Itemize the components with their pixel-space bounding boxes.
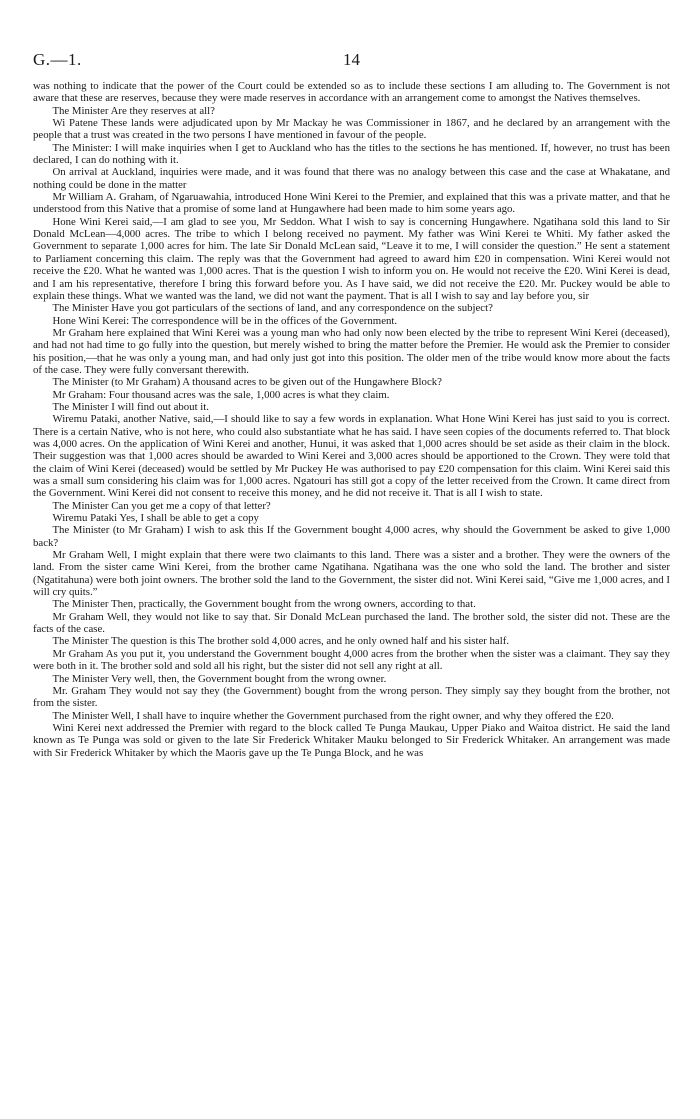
paragraph: Wiremu Pataki, another Native, said,—I should like to say a few words in explanation. What Hone Wini Kerei has just said to you is correct. There is a certain Native, who is not here, who could also substantiate what he has said. I have seen copies of the documents referred to. That block was 4,000 acres. On the application of Wini Kerei and another, Hunui, it was asked that 1,000 acres should be set aside as their claim in the block. Their suggestion was that 1,000 acres should be awarded to Wini Kerei and 3,000 acres should be apportioned to the Crown. They were told that the claim of Wini Kerei (deceased) would be settled by Mr Puckey He was authorised to pay £20 compensation for this claim. Wini Kerei said this was a small sum considering his claim was for 1,000 acres. Ngatouri has still got a copy of the letter received from the Crown. It came direct from the Government. Wini Kerei did not consent to receive this money, and he did not receive it. That is all I wish to state. <box>33 413 670 500</box>
paragraph: Wi Patene These lands were adjudicated upon by Mr Mackay he was Commissioner in 1867, and he declared by an arrangement with the people that a trust was created in the two persons I have mentioned in favour of the people. <box>33 117 670 142</box>
paragraph: Wini Kerei next addressed the Premier with regard to the block called Te Punga Maukau, Upper Piako and Waitoa district. He said the land known as Te Punga was sold or given to the late Sir Frederick Whitaker Mauku belonged to Sir Frederick Whitaker. An arrangement was made with Sir Frederick Whitaker by which the Maoris gave up the Te Punga Block, and he was <box>33 721 670 759</box>
paragraph: Hone Wini Kerei said,—I am glad to see you, Mr Seddon. What I wish to say is concerning Hungawhere. Ngatihana sold this land to Sir Donald McLean—4,000 acres. The tribe to which I belong received no payment. My father was Wini Kerei te Whiti. My father asked the Government to separate 1,000 acres for him. The late Sir Donald McLean said, “Leave it to me, I will consider the question.” He sent a statement to Parliament concerning this claim. The reply was that the Government had agreed to award him £20 in compensation. Wini Kerei would not receive the £20. What he wanted was 1,000 acres. That is the question I wish to inform you on. He would not receive the £20. Wini Kerei is dead, and I am his representative, therefore I bring this forward before you. As I have said, we did not receive the £20. Mr. Puckey would be able to explain these things. What we wanted was the land, we did not want the payment. That is all I wish to say and lay before you, sir <box>33 215 670 302</box>
paragraph: Mr Graham Well, they would not like to say that. Sir Donald McLean purchased the land. The brother sold, the sister did not. These are the facts of the case. <box>33 610 670 636</box>
paragraph: Wiremu Pataki Yes, I shall be able to get a copy <box>52 512 259 525</box>
paragraph: The Minister I will find out about it. <box>52 400 209 413</box>
paragraph: Mr Graham As you put it, you understand the Government bought 4,000 acres from the brother when the sister was a claimant. They say they were both in it. The brother sold and sold all his right, but the sister did not sell any right at all. <box>33 647 670 673</box>
paragraph: The Minister Have you got particulars of the sections of land, and any correspondence on the subject? <box>52 302 493 315</box>
paragraph: The Minister Then, practically, the Government bought from the wrong owners, according to that. <box>52 598 476 611</box>
paragraph: The Minister: I will make inquiries when I get to Auckland who has the titles to the sections he has mentioned. If, however, no trust has been declared, I can do nothing with it. <box>33 141 670 167</box>
paragraph: Mr Graham Well, I might explain that there were two claimants to this land. There was a sister and a brother. They were the owners of the land. From the sister came Wini Kerei, from the brother came Ngatihana. Ngatihana was the one who sold the land. The brother and sister (Ngatitahuna) were both joint owners. The brother sold the land to the Government, the sister did not. Wini Kerei said, “Give me 1,000 acres, and I will cry quits.” <box>33 549 670 599</box>
paragraph: The Minister Very well, then, the Government bought from the wrong owner. <box>52 672 387 685</box>
paragraph: Mr William A. Graham, of Ngaruawahia, introduced Hone Wini Kerei to the Premier, and explained that this was a private matter, and that he understood from this Native that a promise of some land at Hungawhere had been made to him some years ago. <box>33 191 670 216</box>
paragraph: The Minister Can you get me a copy of that letter? <box>52 499 271 512</box>
paragraph: On arrival at Auckland, inquiries were made, and it was found that there was no analogy between this case and the case at Whakatane, and nothing could be done in the matter <box>33 166 670 191</box>
document-body <box>33 80 670 759</box>
paragraph: was nothing to indicate that the power of the Court could be extended so as to include these sections I am alluding to. The Government is not aware that these are reserves, because they were made reserves in accordance with an arrangement come to amongst the Natives themselves. <box>33 80 670 105</box>
paragraph: Mr. Graham They would not say they (the Government) bought from the wrong person. They simply say they bought from the brother, not from the sister. <box>33 684 670 710</box>
paragraph: The Minister (to Mr Graham) I wish to ask this If the Government bought 4,000 acres, why should the Government be asked to give 1,000 back? <box>33 524 670 549</box>
paragraph: Mr Graham here explained that Wini Kerei was a young man who had only now been elected by the tribe to represent Wini Kerei (deceased), and had not had time to go fully into the question, but merely wished to bring the matter before the Premier. He would ask the Premier to consider his position,—that he was only a young man, and had only just got into this position. The older men of the tribe would know more about the facts of the case. They were fully conversant therewith. <box>33 326 670 376</box>
paragraph: The Minister Are they reserves at all? <box>52 104 215 117</box>
document-reference: G.—1. <box>33 50 82 69</box>
page-header <box>33 50 670 72</box>
page-number: 14 <box>343 50 360 69</box>
paragraph: Mr Graham: Four thousand acres was the sale, 1,000 acres is what they claim. <box>52 388 390 401</box>
paragraph: The Minister Well, I shall have to inquire whether the Government purchased from the right owner, and why they offered the £20. <box>52 709 614 722</box>
paragraph: Hone Wini Kerei: The correspondence will be in the offices of the Government. <box>52 314 398 327</box>
paragraph: The Minister The question is this The brother sold 4,000 acres, and he only owned half and his sister half. <box>52 635 510 648</box>
paragraph: The Minister (to Mr Graham) A thousand acres to be given out of the Hungawhere Block? <box>52 376 442 389</box>
